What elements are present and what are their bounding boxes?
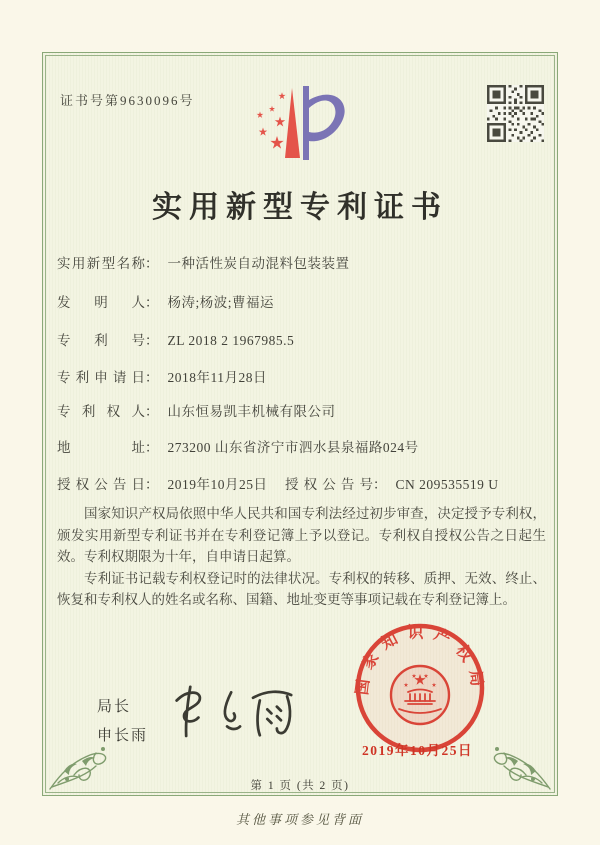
national-emblem-icon — [391, 666, 449, 724]
field-row-address — [57, 436, 547, 456]
field-row-filing-date — [57, 366, 547, 386]
grant-number-value: CN 209535519 U — [395, 477, 499, 492]
field-row-invention-name — [57, 252, 547, 272]
field-colon: ： — [145, 404, 159, 419]
field-colon: ： — [145, 440, 159, 455]
qr-code — [487, 85, 544, 142]
field-label: 专利权人 — [57, 404, 145, 419]
field-label: 专利申请日 — [57, 370, 145, 385]
grant-date-label: 授权公告日 — [57, 477, 145, 492]
field-label: 专利号 — [57, 333, 145, 348]
field-value: 一种活性炭自动混料包装装置 — [167, 256, 350, 271]
field-row-inventors — [57, 291, 547, 311]
field-value: 273200 山东省济宁市泗水县泉福路024号 — [167, 440, 419, 455]
body-paragraph-1: 国家知识产权局依照中华人民共和国专利法经过初步审查，决定授予专利权，颁发实用新型专利证书并在专利登记簿上予以登记。专利权自授权公告之日起生效。专利权期限为十年，自申请日起算。 — [57, 506, 546, 564]
field-label: 实用新型名称 — [57, 256, 145, 271]
field-value: 2018年11月28日 — [167, 370, 267, 385]
field-value: ZL 2018 2 1967985.5 — [167, 333, 295, 348]
certificate-body-text — [57, 503, 546, 611]
patent-office-logo-icon — [250, 84, 350, 164]
field-label: 地址 — [57, 440, 145, 455]
grant-number-group — [285, 473, 499, 493]
director-name: 申长雨 — [97, 728, 149, 744]
field-value: 山东恒易凯丰机械有限公司 — [167, 404, 336, 419]
director-block — [97, 693, 148, 751]
field-colon: ： — [145, 477, 159, 492]
field-colon: ： — [145, 333, 159, 348]
field-colon: ： — [145, 256, 159, 271]
field-row-patentee — [57, 400, 547, 420]
seal-date: 2019年10月25日 — [362, 743, 473, 758]
field-colon: ： — [145, 295, 159, 310]
body-paragraph-2: 专利证书记载专利权登记时的法律状况。专利权的转移、质押、无效、终止、恢复和专利权人的姓名或名称、国籍、地址变更等事项记载在专利登记簿上。 — [57, 570, 546, 607]
field-row-grant — [57, 473, 547, 493]
certificate-number: 证书号第9630096号 — [60, 93, 195, 108]
back-note: 其他事项参见背面 — [235, 812, 364, 827]
grant-number-label: 授权公告号 — [285, 477, 373, 492]
field-colon: ： — [373, 477, 387, 492]
page-number: 第 1 页 (共 2 页) — [250, 780, 350, 792]
field-row-patent-number — [57, 329, 547, 349]
certificate-title: 实用新型专利证书 — [152, 191, 448, 224]
director-signature — [163, 676, 313, 740]
field-colon: ： — [145, 370, 159, 385]
seal-text: 国家知识产权局 — [353, 624, 487, 697]
grant-date-value: 2019年10月25日 — [167, 477, 268, 492]
field-label: 发明人 — [57, 295, 145, 310]
field-value: 杨涛;杨波;曹福运 — [167, 295, 275, 310]
director-title: 局长 — [97, 699, 132, 715]
